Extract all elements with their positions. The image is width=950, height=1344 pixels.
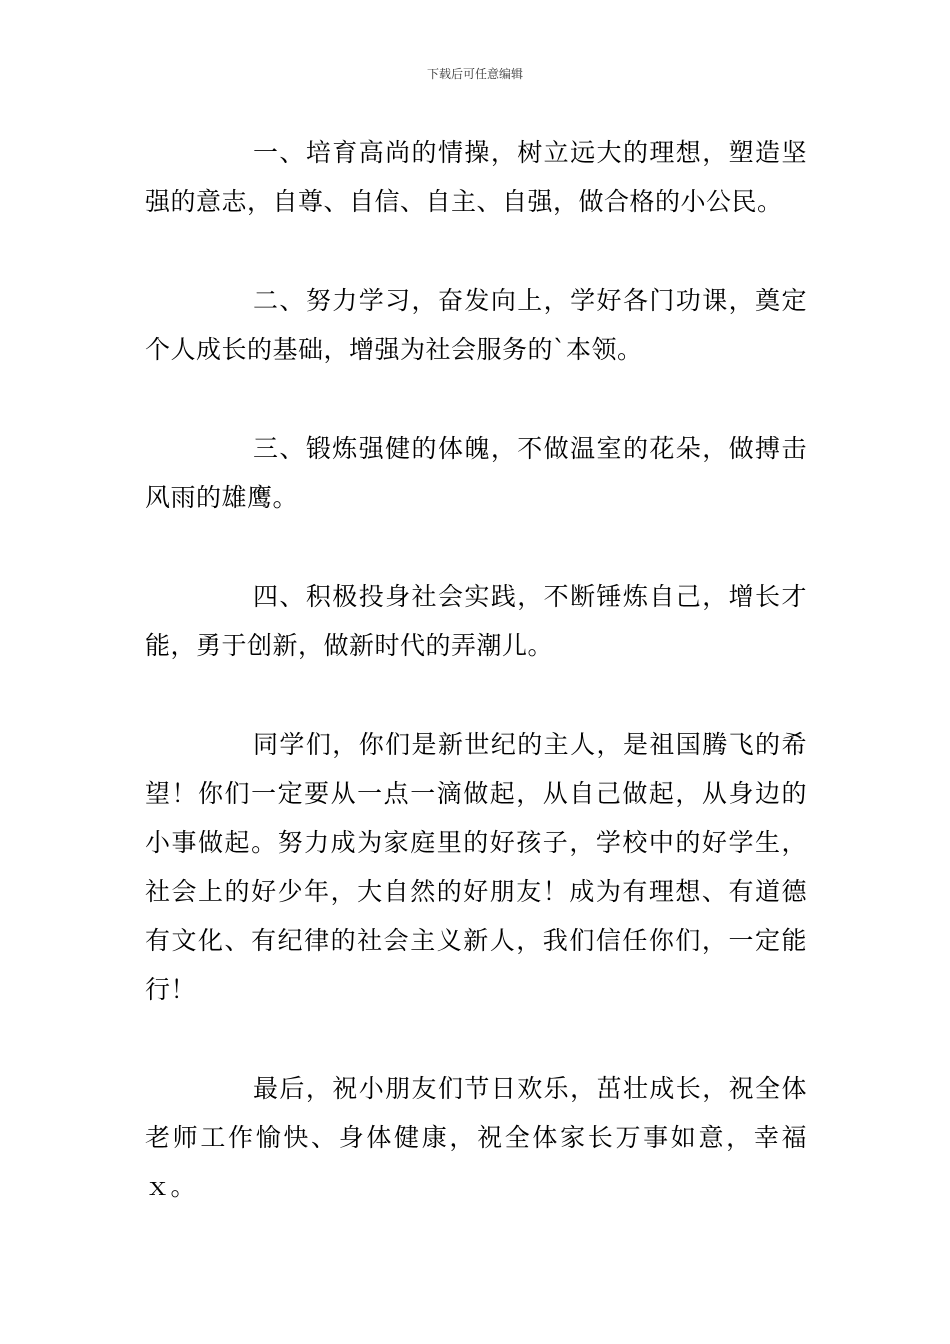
page-header: 下载后可任意编辑 <box>426 67 523 81</box>
paragraph-6: 最后，祝小朋友们节日欢乐，茁壮成长，祝全体老师工作愉快、身体健康，祝全体家长万事如意，幸福ｘ。 <box>145 1074 807 1201</box>
paragraph-5: 同学们，你们是新世纪的主人，是祖国腾飞的希望！你们一定要从一点一滴做起，从自己做起，从身边的小事做起。努力成为家庭里的好孩子，学校中的好学生，社会上的好少年，大自然的好朋友！成为有理想、有道德有文化、有纪律的社会主义新人，我们信任你们，一定能行！ <box>145 730 807 1004</box>
paragraph-1: 一、培育高尚的情操，树立远大的理想，塑造坚强的意志，自尊、自信、自主、自强，做合格的小公民。 <box>145 138 807 216</box>
paragraph-2: 二、努力学习，奋发向上，学好各门功课，奠定个人成长的基础，增强为社会服务的`本领。 <box>145 286 807 364</box>
paragraph-4: 四、积极投身社会实践，不断锤炼自己，增长才能，勇于创新，做新时代的弄潮儿。 <box>145 582 807 660</box>
document-body <box>145 128 807 1261</box>
paragraph-3: 三、锻炼强健的体魄，不做温室的花朵，做搏击风雨的雄鹰。 <box>145 434 807 512</box>
